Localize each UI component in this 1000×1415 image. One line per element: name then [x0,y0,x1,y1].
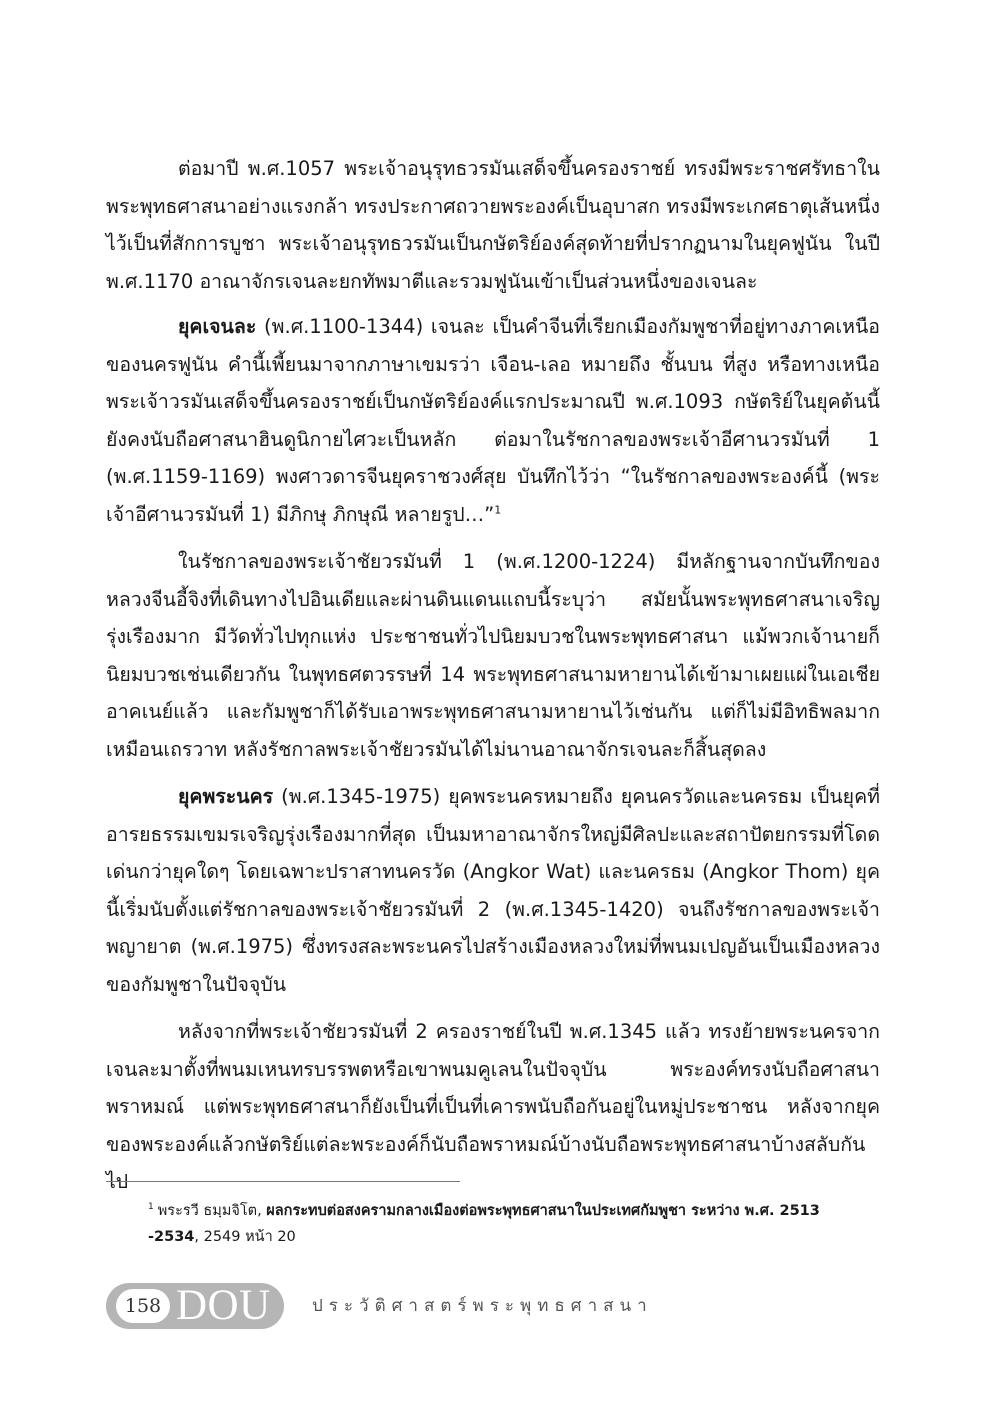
paragraph-chenla-era [106,308,880,533]
running-footer-title: ประวัติศาสตร์พระพุทธศาสนา [312,1296,653,1316]
paragraph-text: (พ.ศ.1345-1975) ยุคพระนครหมายถึง ยุคนครวัดและนครธม เป็นยุคที่อารยธรรมเขมรเจริญรุ่งเรืองมากที่สุด เป็นมหาอาณาจักรใหญ่มีศิลปะและสถาปัตยกรรมที่โดดเด่นกว่ายุคใดๆ โดยเฉพาะปราสาทนครวัด (Angkor Wat) และนครธม (Angkor Thom) ยุคนี้เริ่มนับตั้งแต่รัชกาลของพระเจ้าชัยวรมันที่ 2 (พ.ศ.1345-1420) จนถึงรัชกาลของพระเจ้าพญายาต (พ.ศ.1975) ซึ่งทรงสละพระนครไปสร้างเมืองหลวงใหม่ที่พนมเปญอันเป็นเมืองหลวงของกัมพูชาในปัจจุบัน [106,785,880,996]
paragraph-text: ในรัชกาลของพระเจ้าชัยวรมันที่ 1 (พ.ศ.1200-1224) มีหลักฐานจากบันทึกของหลวงจีนอี้จิงที่เดินทางไปอินเดียและผ่านดินแดนแถบนี้ระบุว่า สมัยนั้นพระพุทธศาสนาเจริญรุ่งเรืองมาก มีวัดทั่วไปทุกแห่ง ประชาชนทั่วไปนิยมบวชในพระพุทธศาสนา แม้พวกเจ้านายก็นิยมบวชเช่นเดียวกัน ในพุทธศตวรรษที่ 14 พระพุทธศาสนามหายานได้เข้ามาเผยแผ่ในเอเชียอาคเนย์แล้ว และกัมพูชาก็ได้รับเอาพระพุทธศาสนามหายานไว้เช่นกัน แต่ก็ไม่มีอิทธิพลมากเหมือนเถรวาท หลังรัชกาลพระเจ้าชัยวรมันได้ไม่นานอาณาจักรเจนละก็สิ้นสุดลง [106,550,880,761]
paragraph-text: หลังจากที่พระเจ้าชัยวรมันที่ 2 ครองราชย์ในปี พ.ศ.1345 แล้ว ทรงย้ายพระนครจากเจนละมาตั้งที่พนมเหนทรบรรพตหรือเขาพนมคูเลนในปัจจุบัน พระองค์ทรงนับถือศาสนาพราหมณ์ แต่พระพุทธศาสนาก็ยังเป็นที่เป็นที่เคารพนับถือกันอยู่ในหมู่ประชาชน หลังจากยุคของพระองค์แล้วกษัตริย์แต่ละพระองค์ก็นับถือพราหมณ์บ้างนับถือพระพุทธศาสนาบ้างสลับกันไป [106,1020,880,1193]
paragraph-angkor-era [106,778,880,1003]
brand-logo: DOU [176,1282,271,1329]
paragraph-jayavarman-ii [106,1013,880,1201]
paragraph-text: (พ.ศ.1100-1344) เจนละ เป็นคำจีนที่เรียกเมืองกัมพูชาที่อยู่ทางภาคเหนือของนครฟูนัน คำนี้เพี้ยนมาจากภาษาเขมรว่า เจือน-เลอ หมายถึง ชั้นบน ที่สูง หรือทางเหนือ พระเจ้าวรมันเสด็จขึ้นครองราชย์เป็นกษัตริย์องค์แรกประมาณปี พ.ศ.1093 กษัตริย์ในยุคต้นนี้ยังคงนับถือศาสนาฮินดูนิกายไศวะเป็นหลัก ต่อมาในรัชกาลของพระเจ้าอีศานวรมันที่ 1 (พ.ศ.1159-1169) พงศาวดารจีนยุคราชวงศ์สุย บันทึกไว้ว่า “ในรัชกาลของพระองค์นี้ (พระเจ้าอีศานวรมันที่ 1) มีภิกษุ ภิกษุณี หลายรูป…” [106,315,880,526]
body-text [106,150,880,1211]
paragraph-text: ต่อมาปี พ.ศ.1057 พระเจ้าอนุรุทธวรมันเสด็จขึ้นครองราชย์ ทรงมีพระราชศรัทธาในพระพุทธศาสนาอย่างแรงกล้า ทรงประกาศถวายพระองค์เป็นอุบาสก ทรงมีพระเกศธาตุเส้นหนึ่งไว้เป็นที่สักการบูชา พระเจ้าอนุรุทธวรมันเป็นกษัตริย์องค์สุดท้ายที่ปรากฏนามในยุคฟูนัน ในปี พ.ศ.1170 อาณาจักรเจนละยกทัพมาตีและรวมฟูนันเข้าเป็นส่วนหนึ่งของเจนละ [106,157,880,293]
paragraph-funan-end [106,150,880,300]
page-number: 158 [116,1289,170,1323]
paragraph-jayavarman-i [106,543,880,768]
footnote-publication: , 2549 หน้า 20 [194,1229,296,1245]
footnote [148,1198,848,1250]
footnote-title: ผลกระทบต่อสงครามกลางเมืองต่อพระพุทธศาสนาในประเทศกัมพูชา ระหว่าง พ.ศ. 2513 -2534 [148,1203,820,1245]
footnote-author: พระรวี ธมฺมจิโต, [157,1203,262,1219]
footnote-divider [106,1181,460,1182]
footnote-reference[interactable]: 1 [494,503,502,516]
footnote-number: 1 [148,1202,154,1213]
section-heading-chenla: ยุคเจนละ [178,315,257,338]
section-heading-angkor: ยุคพระนคร [178,785,274,808]
